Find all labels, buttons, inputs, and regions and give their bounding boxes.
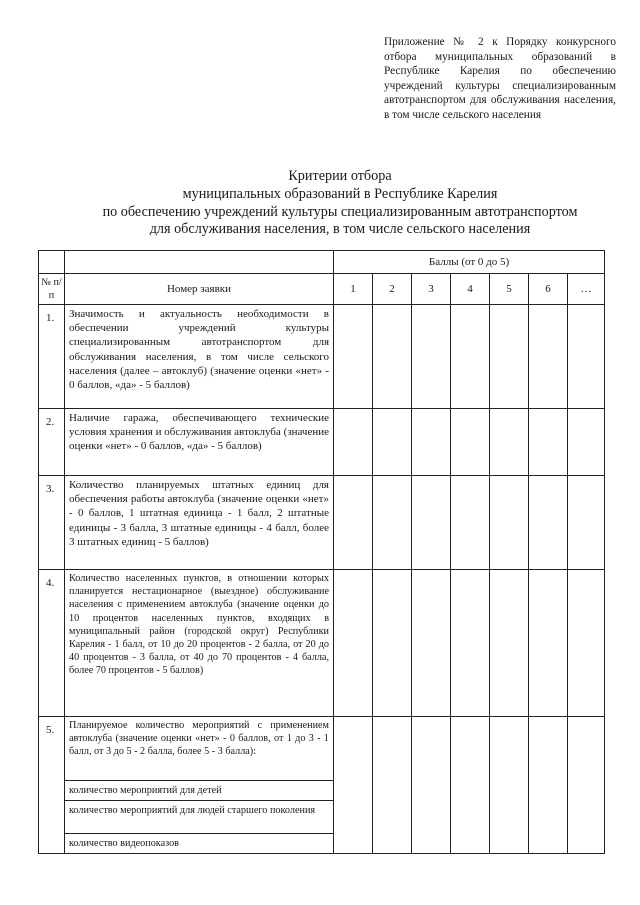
table-row [39,717,605,781]
column-header-request: Номер заявки [65,274,334,305]
score-cell [373,305,412,409]
title-line-2: муниципальных образований в Республике Карелия [182,185,498,202]
title-line-4: для обслуживания населения, в том числе сельского населения [149,221,531,238]
score-cell [334,305,373,409]
score-cell [412,570,451,717]
score-cell [568,717,605,854]
score-cell [568,305,605,409]
score-cell [334,476,373,570]
subcriterion-text: количество видеопоказов [65,834,334,854]
criterion-text: Количество населенных пунктов, в отношении которых планируется нестационарное (выездное) обслуживание населения с применением автоклуба (значение оценки до 10 процентов населенных пунктов, входящих в муниципальный район (городской округ) Республики Карелия - 1 балл, от 10 до 20 процентов - 2 балла, от 20 до 40 процентов - 3 балла, от 40 до 70 процентов - 4 балла, более 70 процентов - 5 баллов) [65,570,334,717]
score-cell [451,409,490,476]
score-cell [373,476,412,570]
score-cell [490,717,529,854]
title-line-3: по обеспечению учреждений культуры специализированным автотранспортом [102,203,578,220]
score-cell [490,570,529,717]
table-row [39,305,605,409]
criteria-table [38,250,605,854]
score-cell [412,409,451,476]
score-cell [412,476,451,570]
criterion-text: Количество планируемых штатных единиц для обеспечения работы автоклуба (значение оценки «нет» - 0 баллов, 1 штатная единица - 1 балл, 2 штатные единицы - 3 балла, 3 штатные единицы - 4 балл, более 3 штатных единиц - 5 баллов) [65,476,334,570]
criterion-text: Планируемое количество мероприятий с применением автоклуба (значение оценки «нет» - 0 баллов, от 1 до 3 - 1 балл, от 3 до 5 - 2 балла, более 5 - 3 балла): [65,717,334,781]
score-cell [568,570,605,717]
appendix-note: Приложение № 2 к Порядку конкурсного отбора муниципальных образований в Республике Карелия по обеспечению учреждений культуры специализированным автотранспортом для обслуживания населения, в том числе сельского населения [384,36,616,121]
row-number: 1. [39,305,65,409]
score-cell [529,476,568,570]
score-cell [529,409,568,476]
title-line-1: Критерии отбора [288,168,392,184]
table-row [39,409,605,476]
table-row [39,570,605,717]
header-empty-num [39,251,65,274]
score-col-5: 5 [490,274,529,305]
score-cell [373,409,412,476]
criterion-text: Наличие гаража, обеспечивающего технические условия хранения и обслуживания автоклуба (значение оценки «нет» - 0 баллов, «да» - 5 баллов) [65,409,334,476]
subcriterion-text: количество мероприятий для людей старшего поколения [65,801,334,834]
score-cell [568,409,605,476]
score-cell [412,305,451,409]
score-cell [529,305,568,409]
score-col-more: … [568,274,605,305]
score-cell [529,570,568,717]
criterion-text: Значимость и актуальность необходимости в обеспечении учреждений культуры специализированным автотранспортом для обслуживания населения, в том числе сельского населения (далее – автоклуб) (значение оценки «нет» - 0 баллов, «да» - 5 баллов) [65,305,334,409]
row-number: 2. [39,409,65,476]
score-col-6: 6 [529,274,568,305]
score-cell [451,476,490,570]
score-cell [529,717,568,854]
score-col-3: 3 [412,274,451,305]
score-col-4: 4 [451,274,490,305]
subcriterion-text: количество мероприятий для детей [65,781,334,801]
document-title [60,168,620,239]
row-number: 5. [39,717,65,854]
score-header: Баллы (от 0 до 5) [334,251,605,274]
score-cell [373,570,412,717]
score-cell [490,476,529,570]
score-cell [334,409,373,476]
score-cell [490,305,529,409]
column-header-num: № п/п [39,274,65,305]
score-col-1: 1 [334,274,373,305]
score-cell [334,570,373,717]
row-number: 3. [39,476,65,570]
table-header-top-row [39,251,605,274]
header-empty-request [65,251,334,274]
table-header-row [39,274,605,305]
score-cell [334,717,373,854]
score-cell [451,570,490,717]
score-col-2: 2 [373,274,412,305]
score-cell [373,717,412,854]
score-cell [451,305,490,409]
score-cell [490,409,529,476]
score-cell [568,476,605,570]
row-number: 4. [39,570,65,717]
score-cell [451,717,490,854]
table-row [39,476,605,570]
score-cell [412,717,451,854]
